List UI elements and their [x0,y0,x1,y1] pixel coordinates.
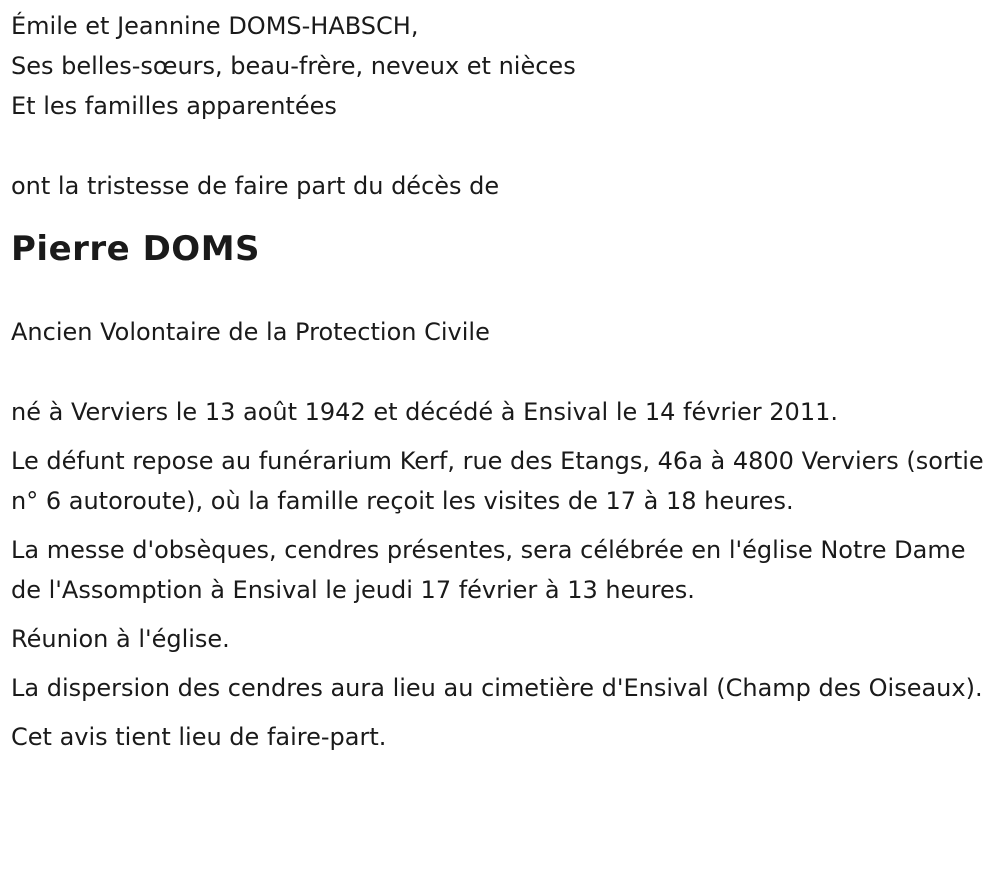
ashes-paragraph: La dispersion des cendres aura lieu au cimetière d'Ensival (Champ des Oiseaux). [11,674,983,702]
closing-paragraph: Cet avis tient lieu de faire-part. [11,723,387,751]
meeting-paragraph: Réunion à l'église. [11,625,230,653]
family-line: Émile et Jeannine DOMS-HABSCH, [11,12,419,40]
deceased-name: Pierre DOMS [11,229,261,269]
deceased-role: Ancien Volontaire de la Protection Civile [11,318,490,346]
birth-death-paragraph: né à Verviers le 13 août 1942 et décédé à Ensival le 14 février 2011. [11,398,838,426]
family-line: Ses belles-sœurs, beau-frère, neveux et nièces [11,52,576,80]
mass-paragraph: La messe d'obsèques, cendres présentes, sera célébrée en l'église Notre Dame de l'Assomption à Ensival le jeudi 17 février à 13 heures. [11,536,966,604]
funeral-home-paragraph: Le défunt repose au funérarium Kerf, rue des Etangs, 46a à 4800 Verviers (sortie n° 6 autoroute), où la famille reçoit les visites de 17 à 18 heures. [11,447,984,515]
spacer [11,126,990,166]
family-line: Et les familles apparentées [11,92,337,120]
intro-text: ont la tristesse de faire part du décès de [11,172,500,200]
